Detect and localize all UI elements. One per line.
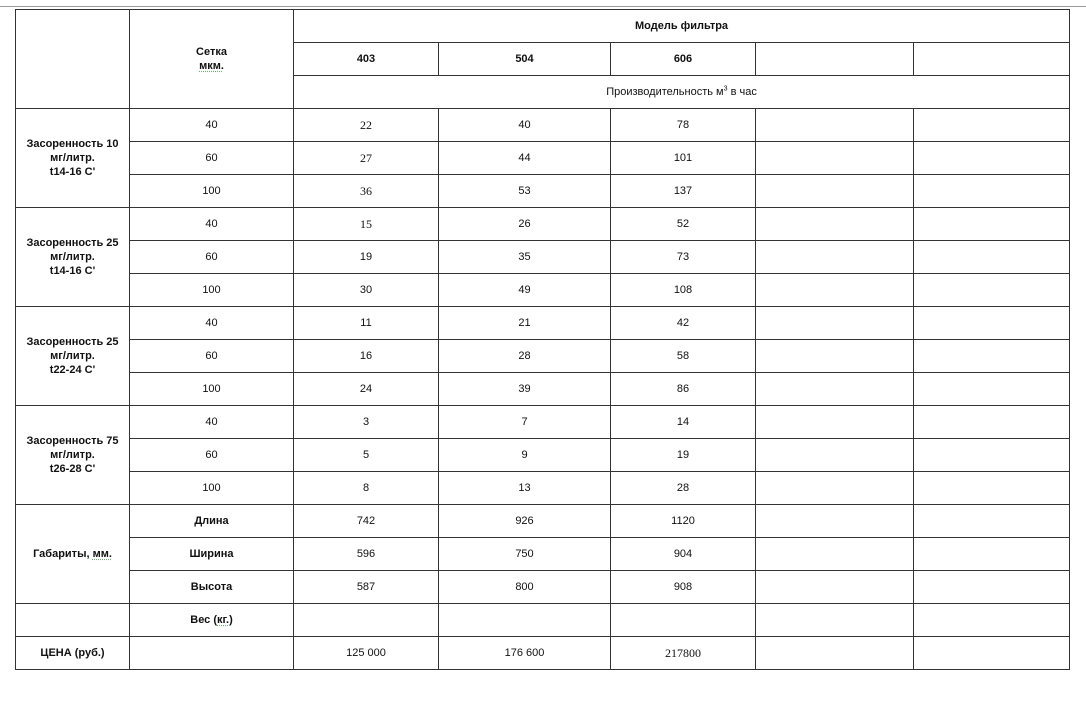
value-606: 14 (611, 406, 756, 439)
value-504: 39 (439, 373, 611, 406)
capacity-label (294, 76, 1070, 109)
header-row-model (16, 10, 1070, 43)
empty-cell (756, 109, 914, 142)
dimensions-label (16, 505, 130, 604)
value-504: 800 (439, 571, 611, 604)
value-606: 52 (611, 208, 756, 241)
empty-cell (914, 505, 1070, 538)
value-403: 3 (294, 406, 439, 439)
dimension-name: Ширина (130, 538, 294, 571)
mesh-unit: мкм. (199, 60, 224, 72)
mesh-value: 40 (130, 208, 294, 241)
value-403: 15 (294, 208, 439, 241)
empty-cell (756, 637, 914, 670)
value-403: 596 (294, 538, 439, 571)
empty-cell (914, 241, 1070, 274)
value-403: 36 (294, 175, 439, 208)
empty-cell (756, 472, 914, 505)
filter-spec-table (15, 9, 1070, 670)
dimensions-text: Габариты, (33, 548, 93, 560)
value-606: 101 (611, 142, 756, 175)
empty-cell (756, 439, 914, 472)
value-504: 35 (439, 241, 611, 274)
value-504: 40 (439, 109, 611, 142)
weight-unit: кг. (217, 614, 230, 626)
empty-cell (756, 340, 914, 373)
mesh-value: 100 (130, 373, 294, 406)
value-403: 16 (294, 340, 439, 373)
dimension-name: Длина (130, 505, 294, 538)
value-606: 908 (611, 571, 756, 604)
contamination-label (16, 307, 130, 406)
table-row (16, 637, 1070, 670)
value-403: 5 (294, 439, 439, 472)
value-504: 9 (439, 439, 611, 472)
empty-cell (914, 175, 1070, 208)
dimensions-unit: мм. (92, 548, 112, 560)
mesh-value: 100 (130, 175, 294, 208)
table-row (16, 373, 1070, 406)
value-403: 27 (294, 142, 439, 175)
empty-cell (756, 208, 914, 241)
dimension-name: Высота (130, 571, 294, 604)
table-row (16, 175, 1070, 208)
model-606: 606 (611, 43, 756, 76)
table-row (16, 472, 1070, 505)
empty-cell (294, 604, 439, 637)
empty-cell (914, 307, 1070, 340)
empty-cell (914, 340, 1070, 373)
value-504: 7 (439, 406, 611, 439)
price-403: 125 000 (294, 637, 439, 670)
value-403: 11 (294, 307, 439, 340)
empty-cell (756, 142, 914, 175)
value-504: 26 (439, 208, 611, 241)
price-504: 176 600 (439, 637, 611, 670)
price-label: ЦЕНА (руб.) (16, 637, 130, 670)
contamination-unit: мг/литр. (50, 350, 95, 362)
value-606: 78 (611, 109, 756, 142)
empty-cell (914, 604, 1070, 637)
empty-cell (914, 43, 1070, 76)
table-row (16, 142, 1070, 175)
mesh-value: 100 (130, 472, 294, 505)
table-row (16, 439, 1070, 472)
value-504: 750 (439, 538, 611, 571)
value-606: 904 (611, 538, 756, 571)
mesh-value: 40 (130, 307, 294, 340)
value-606: 1120 (611, 505, 756, 538)
value-504: 926 (439, 505, 611, 538)
value-606: 58 (611, 340, 756, 373)
model-title: Модель фильтра (294, 10, 1070, 43)
empty-cell (756, 175, 914, 208)
value-606: 73 (611, 241, 756, 274)
value-504: 28 (439, 340, 611, 373)
empty-cell (914, 142, 1070, 175)
empty-cell (756, 538, 914, 571)
empty-cell (756, 43, 914, 76)
table-row (16, 406, 1070, 439)
contamination-label (16, 208, 130, 307)
empty-cell (756, 274, 914, 307)
empty-cell (439, 604, 611, 637)
header-empty-cell (16, 10, 130, 109)
mesh-value: 60 (130, 340, 294, 373)
temperature-range: t14-16 С' (49, 265, 96, 277)
value-504: 21 (439, 307, 611, 340)
contamination-unit: мг/литр. (50, 251, 95, 263)
contamination-unit: мг/литр. (50, 449, 95, 461)
mesh-value: 60 (130, 142, 294, 175)
value-403: 742 (294, 505, 439, 538)
empty-cell (914, 406, 1070, 439)
empty-cell (16, 604, 130, 637)
mesh-value: 60 (130, 241, 294, 274)
table-row (16, 208, 1070, 241)
empty-cell (914, 109, 1070, 142)
empty-cell (756, 604, 914, 637)
price-606: 217800 (611, 637, 756, 670)
contamination-unit: мг/литр. (50, 152, 95, 164)
value-403: 24 (294, 373, 439, 406)
model-403: 403 (294, 43, 439, 76)
empty-cell (756, 307, 914, 340)
table-row (16, 538, 1070, 571)
empty-cell (756, 241, 914, 274)
empty-cell (914, 472, 1070, 505)
empty-cell (756, 406, 914, 439)
temperature-range: t22-24 С' (49, 364, 96, 376)
empty-cell (914, 208, 1070, 241)
mesh-value: 40 (130, 406, 294, 439)
mesh-value: 60 (130, 439, 294, 472)
weight-label (130, 604, 294, 637)
table-row (16, 307, 1070, 340)
model-504: 504 (439, 43, 611, 76)
table-row (16, 571, 1070, 604)
empty-cell (914, 274, 1070, 307)
value-403: 30 (294, 274, 439, 307)
page-top-border (0, 6, 1086, 7)
empty-cell (914, 538, 1070, 571)
table-row (16, 109, 1070, 142)
weight-close: ) (229, 614, 233, 626)
temperature-range: t26-28 С' (49, 463, 96, 475)
contamination-label (16, 406, 130, 505)
capacity-text: Производительность м (606, 86, 724, 98)
value-606: 108 (611, 274, 756, 307)
value-403: 19 (294, 241, 439, 274)
value-504: 53 (439, 175, 611, 208)
mesh-value: 40 (130, 109, 294, 142)
value-403: 587 (294, 571, 439, 604)
value-403: 22 (294, 109, 439, 142)
mesh-header (130, 10, 294, 109)
temperature-range: t14-16 С' (49, 166, 96, 178)
table-row (16, 604, 1070, 637)
empty-cell (130, 637, 294, 670)
empty-cell (756, 571, 914, 604)
empty-cell (611, 604, 756, 637)
capacity-unit: в час (727, 86, 757, 98)
empty-cell (914, 373, 1070, 406)
value-606: 28 (611, 472, 756, 505)
contamination-label (16, 109, 130, 208)
capacity-sup: 3 (723, 85, 728, 93)
value-504: 13 (439, 472, 611, 505)
weight-text: Вес ( (190, 614, 218, 626)
value-403: 8 (294, 472, 439, 505)
contamination-level: Засоренность 75 (26, 435, 119, 447)
contamination-level: Засоренность 25 (26, 336, 119, 348)
value-606: 19 (611, 439, 756, 472)
empty-cell (756, 373, 914, 406)
value-606: 42 (611, 307, 756, 340)
empty-cell (756, 505, 914, 538)
value-606: 137 (611, 175, 756, 208)
table-row (16, 241, 1070, 274)
contamination-level: Засоренность 10 (26, 138, 119, 150)
empty-cell (914, 637, 1070, 670)
value-504: 44 (439, 142, 611, 175)
mesh-value: 100 (130, 274, 294, 307)
table-row (16, 505, 1070, 538)
empty-cell (914, 571, 1070, 604)
mesh-label: Сетка (196, 46, 227, 58)
contamination-level: Засоренность 25 (26, 237, 119, 249)
value-504: 49 (439, 274, 611, 307)
table-row (16, 340, 1070, 373)
table-row (16, 274, 1070, 307)
empty-cell (914, 439, 1070, 472)
value-606: 86 (611, 373, 756, 406)
